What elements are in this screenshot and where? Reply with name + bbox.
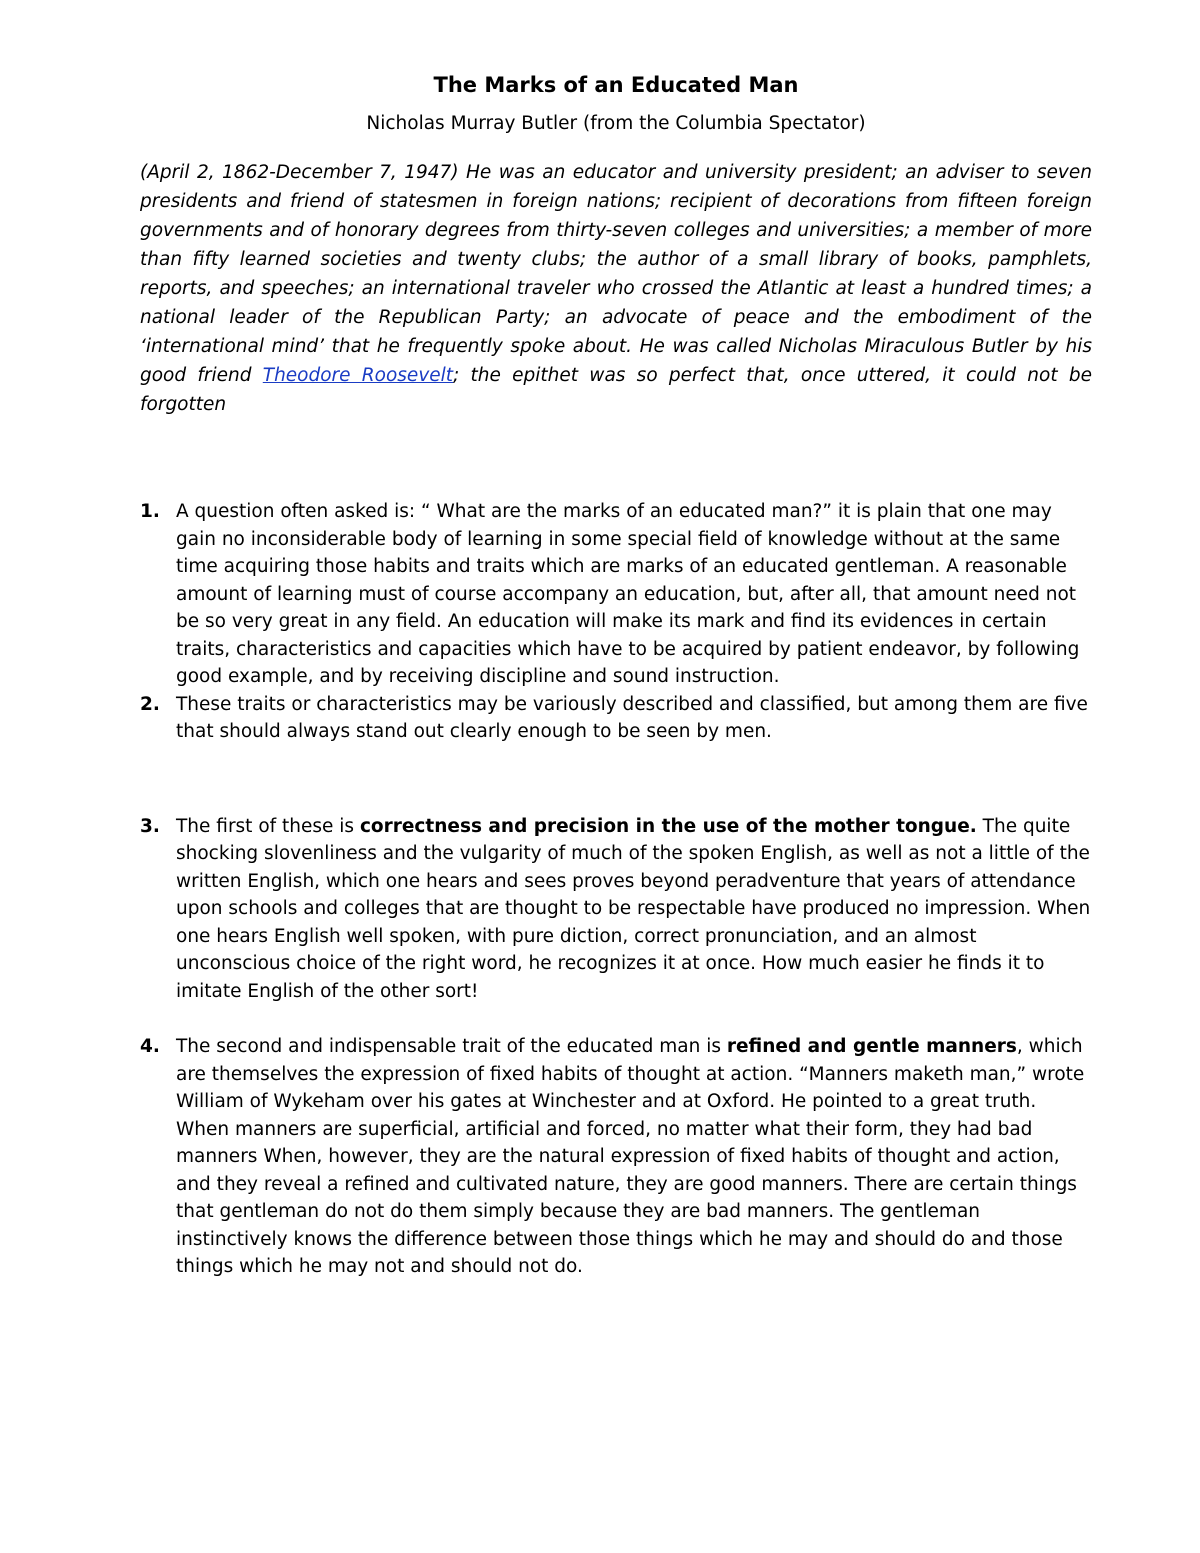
list-number: 4. (140, 1036, 160, 1057)
list-item-4 (140, 1033, 1092, 1281)
list-item-2 (140, 691, 1092, 746)
document-title: The Marks of an Educated Man (433, 73, 799, 97)
author-bio (140, 158, 1092, 419)
list-item-emphasis: correctness and precision in the use of the mother tongue. (359, 815, 977, 837)
list-item-text: The first of these is (176, 815, 360, 837)
bio-text: (April 2, 1862-December 7, 1947) He was an educator and university president; an adviser to seven presidents and friend of statesmen in foreign nations; recipient of decorations from fifteen foreign governments and of honorary degrees from thirty-seven colleges and universities; a member of more than fifty learned societies and twenty clubs; the author of a small library of books, pamphlets, reports, and speeches; an international traveler who crossed the Atlantic at least a hundred times; a national leader of the Republican Party; an advocate of peace and the embodiment of the ‘international mind’ that he frequently spoke about. He was called Nicholas Miraculous Butler by his good friend (140, 162, 1092, 386)
list-item-3 (140, 813, 1092, 1006)
list-number: 2. (140, 693, 160, 715)
list-item-text: A question often asked is: “ What are the marks of an educated man?” it is plain that one may gain no inconsiderable body of learning in some special field of knowledge without at the same time acquiring those habits and traits which are marks of an educated gentleman. A reasonable amount of learning must of course accompany an education, but, after all, that amount need not be so very great in any field. An education will make its mark and find its evidences in certain traits, characteristics and capacities which have to be acquired by patient endeavor, by following good example, and by receiving discipline and sound instruction. (176, 501, 1080, 687)
list-item-text-rest: , which are themselves the expression of fixed habits of thought at action. “Manners maketh man,” wrote William of Wykeham over his gates at Winchester and at Oxford. He pointed to a great truth. When manners are superficial, artificial and forced, no matter what their form, they had bad manners When, however, they are the natural expression of fixed habits of thought and action, and they reveal a refined and cultivated nature, they are good manners. There are certain things that gentleman do not do them simply because they are bad manners. The gentleman instinctively knows the difference between those things which he may and should do and those things which he may not and should not do. (176, 1036, 1085, 1277)
list-item-1 (140, 498, 1092, 691)
document-subtitle: Nicholas Murray Butler (from the Columbia Spectator) (366, 113, 866, 134)
list-item-text: The second and indispensable trait of the educated man is (176, 1036, 727, 1057)
list-item-emphasis: refined and gentle manners (726, 1036, 1017, 1057)
list-item-text: These traits or characteristics may be variously described and classified, but among them are five that should always stand out clearly enough to be seen by men. (176, 693, 1088, 742)
numbered-list (140, 498, 1092, 1281)
list-number: 3. (140, 815, 160, 837)
document-page (140, 70, 1092, 1281)
list-item-text-rest: The quite shocking slovenliness and the vulgarity of much of the spoken English, as well as not a little of the written English, which one hears and sees proves beyond peradventure that years of attendance upon schools and colleges that are thought to be respectable have produced no impression. When one hears English well spoken, with pure diction, correct pronunciation, and an almost unconscious choice of the right word, he recognizes it at once. How much easier he finds it to imitate English of the other sort! (176, 815, 1091, 1002)
theodore-roosevelt-link[interactable]: Theodore Roosevelt (262, 365, 454, 386)
list-number: 1. (140, 501, 160, 522)
bio-text-end: ; the epithet was so perfect that, once uttered, it could not be forgotten (140, 365, 1092, 415)
